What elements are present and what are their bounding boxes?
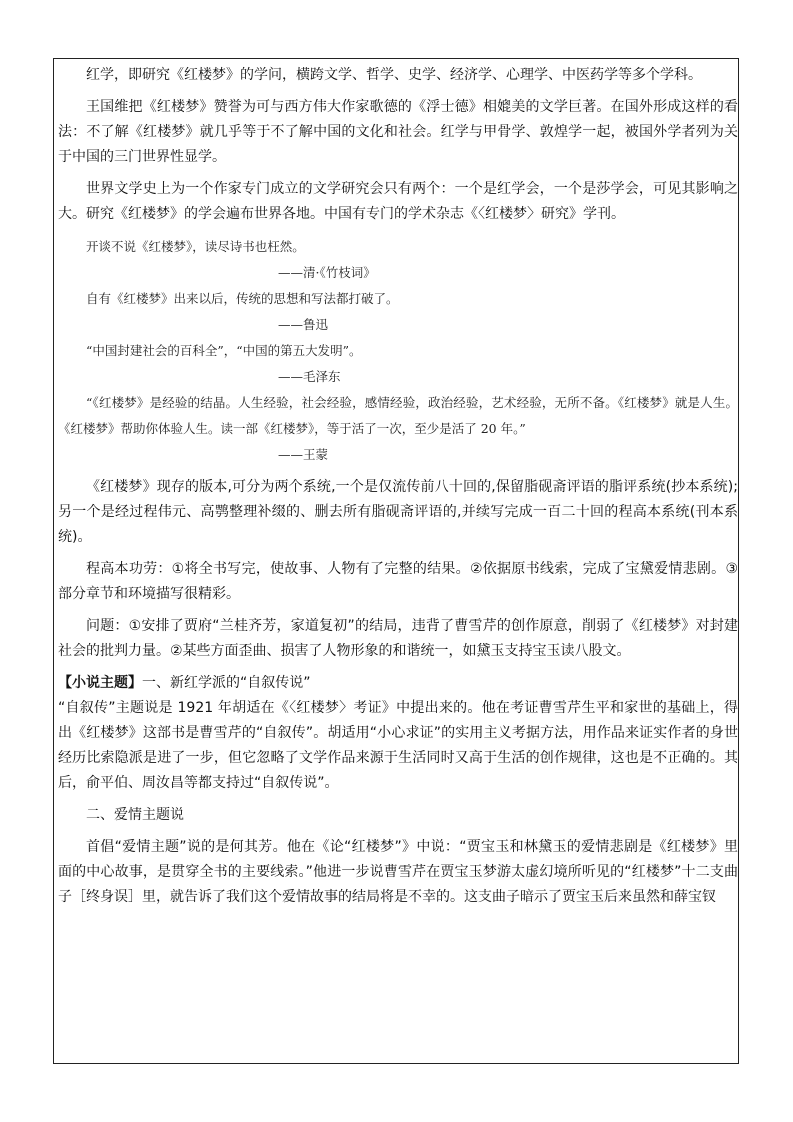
quote-attribution: ——王蒙 [278, 447, 329, 462]
intro-paragraph-3: 世界文学史上为一个作家专门成立的文学研究会只有两个：一个是红学会，一个是莎学会，可见其影响之大。研究《红楼梦》的学会遍布世界各地。中国有专门的学术杂志《〈红楼梦〉研究》学刊。 [58, 181, 738, 222]
quote-block [58, 234, 738, 468]
theme-heading-1: 一、新红学派的“自叙传说” [142, 675, 311, 691]
quote-text: “《红楼梦》是经验的结晶。人生经验，社会经验，感情经验，政治经验，艺术经验，无所不备。《红楼梦》就是人生。《红楼梦》帮助你体验人生。读一部《红楼梦》，等于活了一次，至少是活了 20 年。” [58, 395, 738, 436]
theme-heading [58, 671, 738, 696]
quote-attribution: ——清·《竹枝词》 [278, 265, 376, 280]
document-body [58, 63, 738, 910]
quote-attribution: ——鲁迅 [278, 317, 329, 332]
intro-paragraph-1: 红学，即研究《红楼梦》的学问，横跨文学、哲学、史学、经济学、心理学、中医药学等多个学科。 [86, 67, 702, 83]
love-theme-paragraph: 首倡“爱情主题”说的是何其芳。他在《论“红楼梦”》中说：“贾宝玉和林黛玉的爱情悲剧是《红楼梦》里面的中心故事，是贯穿全书的主要线索。”他进一步说曹雪芹在贾宝玉梦游太虚幻境所听见的“红楼梦”十二支曲子［终身误］里，就告诉了我们这个爱情故事的结局将是不幸的。这支曲子暗示了贾宝玉后来虽然和薛宝钗 [58, 839, 738, 905]
quote-attribution: ——毛泽东 [278, 369, 341, 384]
versions-paragraph: 《红楼梦》现存的版本,可分为两个系统,一个是仅流传前八十回的,保留脂砚斋评语的脂评系统(抄本系统);另一个是经过程伟元、高鹗整理补缀的、删去所有脂砚斋评语的,并续写完成一百二十回的程高本系统(刊本系统)。 [58, 479, 738, 545]
autobiography-paragraph: “自叙传”主题说是 1921 年胡适在《〈红楼梦〉考证》中提出来的。他在考证曹雪芹生平和家世的基础上，得出《红楼梦》这部书是曹雪芹的“自叙传”。胡适用“小心求证”的实用主义考据方法，用作品来证实作者的身世经历比索隐派是进了一步，但它忽略了文学作品来源于生活同时又高于生活的创作规律，这也是不正确的。其后，俞平伯、周汝昌等都支持过“自叙传说”。 [58, 700, 738, 791]
intro-paragraph-2: 王国维把《红楼梦》赞誉为可与西方伟大作家歌德的《浮士德》相媲美的文学巨著。在国外形成这样的看法：不了解《红楼梦》就几乎等于不了解中国的文化和社会。红学与甲骨学、敦煌学一起，被国外学者列为关于中国的三门世界性显学。 [58, 99, 738, 165]
section-label: 【小说主题】 [58, 675, 142, 691]
theme-heading-2: 二、爱情主题说 [86, 807, 184, 823]
quote-text: “中国封建社会的百科全”，“中国的第五大发明”。 [86, 343, 362, 358]
cheng-gao-merits-paragraph: 程高本功劳：①将全书写完，使故事、人物有了完整的结果。②依据原书线索，完成了宝黛爱情悲剧。③部分章节和环境描写很精彩。 [58, 561, 738, 602]
quote-text: 开谈不说《红楼梦》，读尽诗书也枉然。 [86, 239, 305, 254]
cheng-gao-problems-paragraph: 问题：①安排了贾府“兰桂齐芳，家道复初”的结局，违背了曹雪芹的创作原意，削弱了《红楼梦》对封建社会的批判力量。②某些方面歪曲、损害了人物形象的和谐统一，如黛玉支持宝玉读八股文。 [58, 618, 738, 659]
quote-text: 自有《红楼梦》出来以后，传统的思想和写法都打破了。 [86, 291, 399, 306]
